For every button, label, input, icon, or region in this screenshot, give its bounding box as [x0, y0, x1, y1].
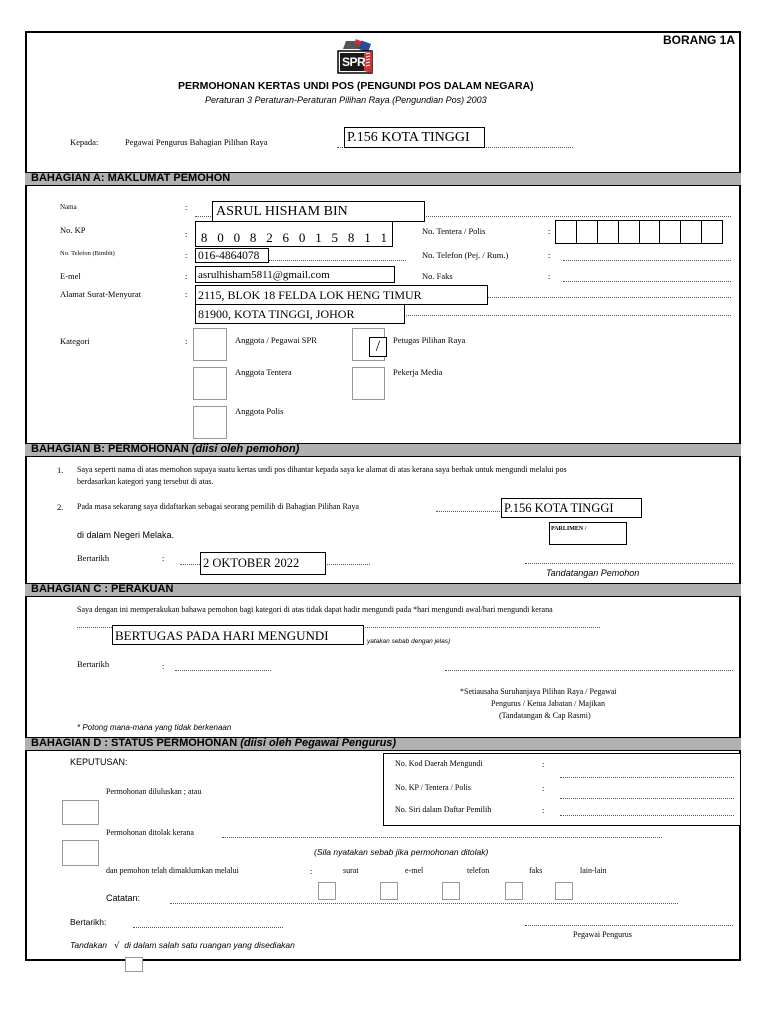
- colon: :: [542, 783, 545, 793]
- colon: :: [185, 336, 188, 346]
- kepada-label: Kepada:: [70, 137, 99, 147]
- colon: :: [162, 661, 165, 671]
- method-emel: e-mel: [405, 866, 424, 875]
- catatan-label: Catatan:: [106, 893, 141, 903]
- pegawai-label: Pegawai Pengurus: [573, 930, 632, 939]
- form-code: BORANG 1A: [663, 33, 736, 47]
- colon: :: [310, 866, 313, 876]
- nokp-digit: 1: [364, 230, 371, 245]
- item1-line1: Saya seperti nama di atas memohon supaya suatu kertas undi pos dihantar kepada saya ke alamat di atas kerana saya berhak untuk mengundi melalui pos: [77, 465, 567, 474]
- petugas-selected-mark[interactable]: /: [369, 337, 387, 357]
- nokp-digit: 1: [380, 230, 388, 245]
- tick-sample-box: [125, 957, 143, 972]
- tandakan-instruction: [70, 940, 295, 951]
- form-title: PERMOHONAN KERTAS UNDI POS (PENGUNDI POS DALAM NEGARA): [178, 80, 534, 92]
- nama-input[interactable]: ASRUL HISHAM BIN: [212, 201, 425, 222]
- method-telefon: telefon: [467, 866, 490, 875]
- d-signature-dots: [525, 925, 733, 926]
- checkbox-telefon[interactable]: [442, 882, 460, 900]
- tandakan-text: Tandakan: [70, 940, 108, 950]
- nokp-label: No. KP: [60, 225, 86, 235]
- nokp-grid[interactable]: [195, 221, 393, 247]
- colon: :: [185, 271, 188, 281]
- section-d-note: (diisi oleh Pegawai Pengurus): [240, 737, 397, 749]
- officer-line2: Pengurus / Ketua Jabatan / Majikan: [491, 699, 605, 708]
- item2-dots: [436, 511, 502, 512]
- section-b-header: [25, 443, 741, 457]
- perakuan-text: Saya dengan ini memperakukan bahawa pemohon bagi kategori di atas tidak dapat hadir mengundi pada *hari mengundi awal/hari mengundi kerana: [77, 605, 553, 614]
- method-faks: faks: [529, 866, 543, 875]
- item1-line2: berdasarkan kategori yang tersebut di atas.: [77, 477, 214, 486]
- nokp-digit: 0: [217, 230, 224, 245]
- b-bertarikh-input[interactable]: 2 OKTOBER 2022: [200, 552, 326, 575]
- email-label: E-mel: [60, 271, 81, 281]
- c-bertarikh-dots: [175, 670, 271, 671]
- colon: :: [185, 289, 188, 299]
- category-spr-label: Anggota / Pegawai SPR: [235, 335, 317, 345]
- ditolak-dots: [222, 837, 662, 838]
- checkbox-lain[interactable]: [555, 882, 573, 900]
- checkbox-emel[interactable]: [380, 882, 398, 900]
- colon: :: [548, 250, 551, 260]
- checkbox-surat[interactable]: [318, 882, 336, 900]
- d-bertarikh-dots: [133, 927, 283, 928]
- telefon-bimbit-input[interactable]: 016-4864078: [195, 248, 269, 263]
- alamat-line1-input[interactable]: 2115, BLOK 18 FELDA LOK HENG TIMUR: [195, 285, 488, 305]
- checkbox-faks[interactable]: [505, 882, 523, 900]
- alamat-line2-input[interactable]: 81900, KOTA TINGGI, JOHOR: [195, 304, 405, 324]
- nokp-digit: 8: [249, 230, 257, 245]
- section-d-header: [25, 737, 741, 751]
- sebab-hint: (Sila nyatakan sebab jika permohonan ditolak): [314, 847, 489, 857]
- category-petugas-label: Petugas Pilihan Raya: [393, 335, 466, 345]
- kp-tentera-label: No. KP / Tentera / Polis: [395, 783, 471, 792]
- faks-dots: [563, 281, 731, 282]
- tandakan-rest: di dalam salah satu ruangan yang disediakan: [124, 940, 295, 950]
- officer-line3: (Tandatangan & Cap Rasmi): [499, 711, 591, 720]
- telefon-pej-dots: [563, 260, 731, 261]
- parlimen-box[interactable]: [549, 522, 627, 545]
- kod-daerah-label: No. Kod Daerah Mengundi: [395, 759, 483, 768]
- tandatangan-label: Tandatangan Pemohon: [546, 568, 640, 578]
- item2-text: Pada masa sekarang saya didaftarkan sebagai seorang pemilih di Bahagian Pilihan Raya: [77, 502, 359, 511]
- kp-tentera-dots: [560, 798, 734, 799]
- c-signature-dots: [445, 670, 733, 671]
- b-bertarikh-label: Bertarikh: [77, 553, 110, 563]
- kepada-input[interactable]: P.156 KOTA TINGGI: [344, 127, 485, 148]
- nokp-digit: 8: [347, 230, 355, 245]
- faks-label: No. Faks: [422, 271, 453, 281]
- d-bertarikh-label: Bertarikh:: [70, 917, 107, 927]
- tentera-grid[interactable]: [555, 220, 723, 244]
- nokp-digit: 0: [233, 230, 241, 245]
- colon: :: [542, 759, 545, 769]
- negeri-text: di dalam Negeri Melaka.: [77, 530, 175, 540]
- footnote: * Potong mana-mana yang tidak berkenaan: [77, 723, 232, 732]
- colon: :: [185, 229, 188, 239]
- checkbox-diluluskan[interactable]: [62, 800, 99, 825]
- dimaklumkan-text: dan pemohon telah dimaklumkan melalui: [106, 866, 239, 875]
- reason-input[interactable]: BERTUGAS PADA HARI MENGUNDI: [112, 625, 364, 645]
- reason-hint: yatakan sebab dengan jelas): [367, 638, 451, 645]
- checkbox-spr[interactable]: [193, 328, 227, 361]
- kepada-text: Pegawai Pengurus Bahagian Pilihan Raya: [125, 137, 268, 147]
- telefon-bimbit-label: No. Telefon (Bimbit): [60, 250, 115, 257]
- ditolak-text: Permohonan ditolak kerana: [106, 828, 194, 837]
- officer-info-box: [383, 753, 741, 826]
- checkbox-media[interactable]: [352, 367, 385, 400]
- item1-number: 1.: [57, 465, 64, 475]
- nokp-digit: 0: [298, 230, 306, 245]
- colon: :: [185, 250, 188, 260]
- telefon-pej-label: No. Telefon (Pej. / Rum.): [422, 250, 509, 260]
- checkbox-ditolak[interactable]: [62, 840, 99, 866]
- colon: :: [162, 553, 165, 563]
- catatan-dots: [170, 903, 678, 904]
- diluluskan-text: Permohonan diluluskan ; atau: [106, 787, 202, 796]
- parlimen-label: PARLIMEN /: [551, 526, 587, 532]
- item2-bahagian-input[interactable]: P.156 KOTA TINGGI: [501, 498, 642, 518]
- kategori-label: Kategori: [60, 336, 90, 346]
- keputusan-label: KEPUTUSAN:: [70, 757, 128, 767]
- section-a-header: BAHAGIAN A: MAKLUMAT PEMOHON: [25, 172, 741, 186]
- siri-label: No. Siri dalam Daftar Pemilih: [395, 805, 492, 814]
- c-bertarikh-label: Bertarikh: [77, 659, 110, 669]
- nokp-digit: 1: [315, 230, 322, 245]
- category-polis-label: Anggota Polis: [235, 406, 284, 416]
- section-c-header: BAHAGIAN C : PERAKUAN: [25, 583, 741, 597]
- tick-icon: √: [114, 941, 120, 951]
- colon: :: [548, 226, 551, 236]
- spr-logo: [334, 37, 376, 77]
- nokp-digit: 2: [266, 230, 273, 245]
- officer-line1: *Setiausaha Suruhanjaya Pilihan Raya / Pegawai: [460, 687, 617, 696]
- category-tentera-label: Anggota Tentera: [235, 367, 292, 377]
- tentera-label: No. Tentera / Polis: [422, 226, 486, 236]
- method-lain: lain-lain: [580, 866, 607, 875]
- section-b-title: BAHAGIAN B: PERMOHONAN: [31, 443, 189, 455]
- checkbox-polis[interactable]: [193, 406, 227, 439]
- method-surat: surat: [343, 866, 359, 875]
- item2-number: 2.: [57, 502, 64, 512]
- nokp-digit: 8: [200, 230, 208, 245]
- siri-dots: [560, 815, 734, 816]
- colon: :: [542, 805, 545, 815]
- signature-dots: [525, 563, 733, 564]
- email-input[interactable]: asrulhisham5811@gmail.com: [195, 266, 395, 283]
- nokp-digit: 6: [282, 230, 290, 245]
- logo-text: SPR: [342, 55, 366, 69]
- nokp-digit: 5: [331, 230, 339, 245]
- colon: :: [548, 271, 551, 281]
- telefon-dots: [269, 260, 406, 261]
- nama-label: Nama: [60, 203, 77, 211]
- section-b-note: (diisi oleh pemohon): [191, 443, 300, 455]
- checkbox-tentera[interactable]: [193, 367, 227, 400]
- colon: :: [185, 202, 188, 212]
- kod-daerah-dots: [560, 777, 734, 778]
- form-subtitle: Peraturan 3 Peraturan-Peraturan Pilihan Raya (Pengundian Pos) 2003: [205, 95, 487, 105]
- section-d-title: BAHAGIAN D : STATUS PERMOHONAN: [31, 737, 238, 749]
- category-media-label: Pekerja Media: [393, 367, 443, 377]
- alamat-label: Alamat Surat-Menyurat: [60, 289, 141, 299]
